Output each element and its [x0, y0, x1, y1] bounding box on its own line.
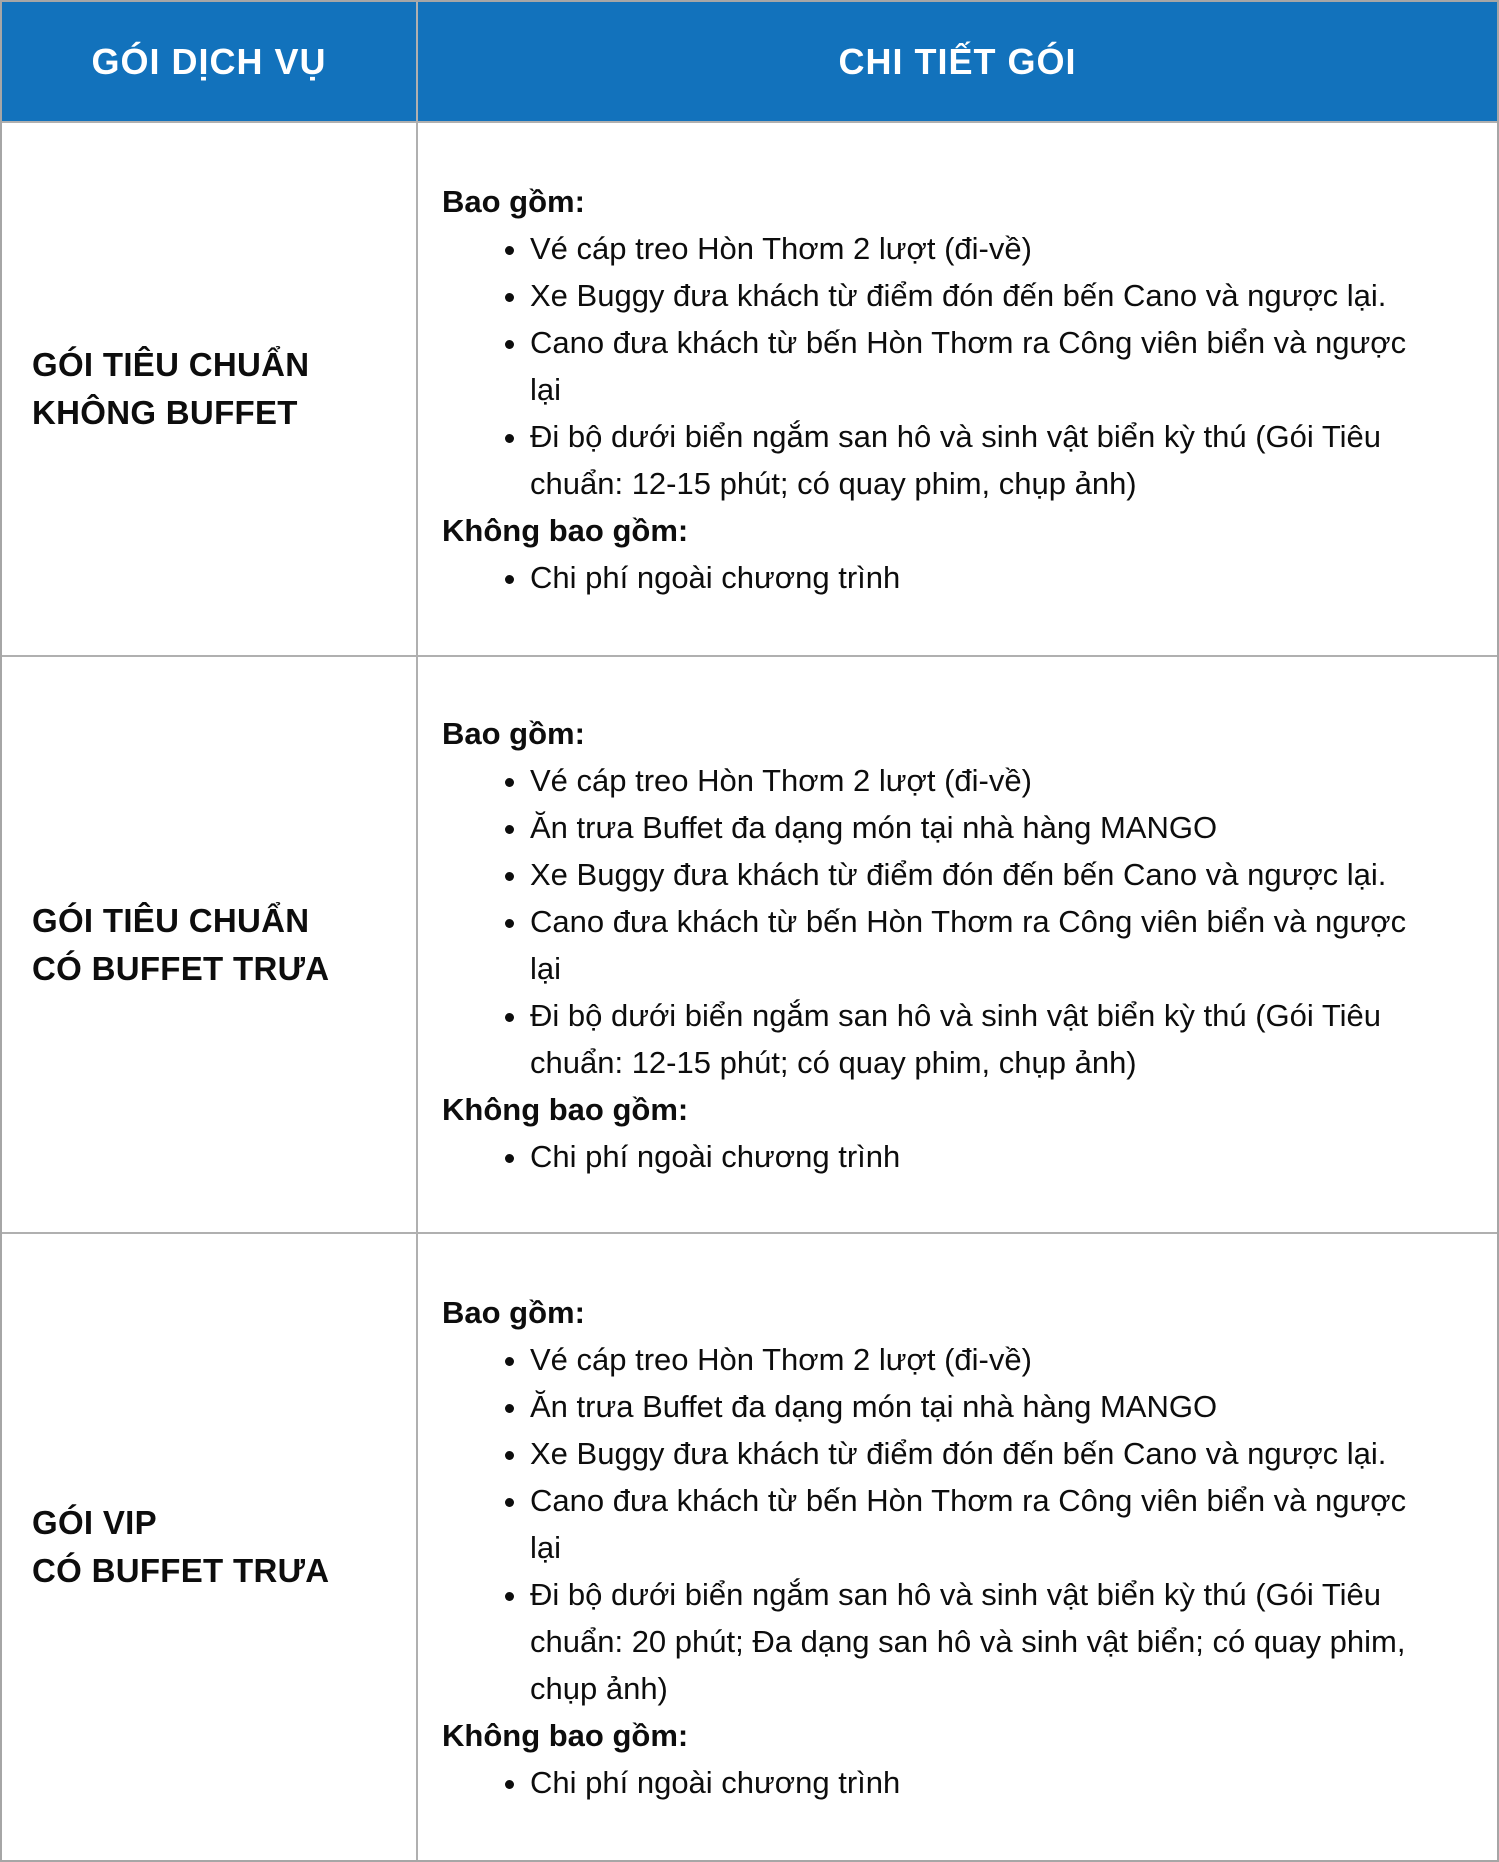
list-item: • Đi bộ dưới biển ngắm san hô và sinh vật biển kỳ thú (Gói Tiêu chuẩn: 12-15 phút; có quay phim, chụp ảnh) — [530, 992, 1430, 1086]
package-name-line: CÓ BUFFET TRƯA — [32, 1552, 330, 1589]
column-header-details: CHI TIẾT GÓI — [416, 2, 1497, 121]
package-name-cell-standard-buffet — [2, 655, 416, 1232]
package-name-line: GÓI VIP — [32, 1504, 157, 1541]
includes-list — [442, 1336, 1430, 1712]
package-details — [442, 178, 1430, 601]
list-item: • Cano đưa khách từ bến Hòn Thơm ra Công viên biển và ngược lại — [530, 319, 1430, 413]
list-item: • Chi phí ngoài chương trình — [530, 1759, 1430, 1806]
list-item: • Xe Buggy đưa khách từ điểm đón đến bến Cano và ngược lại. — [530, 1430, 1430, 1477]
package-details-cell-vip-buffet — [416, 1232, 1497, 1860]
list-item: • Cano đưa khách từ bến Hòn Thơm ra Công viên biển và ngược lại — [530, 1477, 1430, 1571]
list-item: • Ăn trưa Buffet đa dạng món tại nhà hàng MANGO — [530, 1383, 1430, 1430]
package-name-line: KHÔNG BUFFET — [32, 394, 298, 431]
package-name-line: GÓI TIÊU CHUẨN — [32, 901, 310, 939]
excludes-list — [442, 1133, 1430, 1180]
list-item: • Xe Buggy đưa khách từ điểm đón đến bến Cano và ngược lại. — [530, 851, 1430, 898]
excludes-heading: Không bao gồm: — [442, 512, 689, 548]
package-details — [442, 710, 1430, 1180]
package-details — [442, 1289, 1430, 1806]
excludes-list — [442, 1759, 1430, 1806]
includes-heading: Bao gồm: — [442, 183, 585, 219]
list-item: • Vé cáp treo Hòn Thơm 2 lượt (đi-về) — [530, 1336, 1430, 1383]
includes-list — [442, 225, 1430, 507]
column-header-package: GÓI DỊCH VỤ — [2, 2, 416, 121]
package-name-cell-vip-buffet — [2, 1232, 416, 1860]
excludes-heading: Không bao gồm: — [442, 1091, 689, 1127]
list-item: • Đi bộ dưới biển ngắm san hô và sinh vật biển kỳ thú (Gói Tiêu chuẩn: 20 phút; Đa dạng san hô và sinh vật biển; có quay phim, chụp ảnh) — [530, 1571, 1430, 1712]
package-name-cell-standard-no-buffet — [2, 121, 416, 655]
list-item: • Cano đưa khách từ bến Hòn Thơm ra Công viên biển và ngược lại — [530, 898, 1430, 992]
package-name — [32, 897, 329, 993]
list-item: • Vé cáp treo Hòn Thơm 2 lượt (đi-về) — [530, 757, 1430, 804]
excludes-list — [442, 554, 1430, 601]
list-item: • Ăn trưa Buffet đa dạng món tại nhà hàng MANGO — [530, 804, 1430, 851]
list-item: • Chi phí ngoài chương trình — [530, 554, 1430, 601]
package-name-line: CÓ BUFFET TRƯA — [32, 949, 330, 987]
package-details-cell-standard-no-buffet — [416, 121, 1497, 655]
excludes-heading: Không bao gồm: — [442, 1717, 689, 1753]
includes-heading: Bao gồm: — [442, 1294, 585, 1330]
list-item: • Xe Buggy đưa khách từ điểm đón đến bến Cano và ngược lại. — [530, 272, 1430, 319]
includes-list — [442, 757, 1430, 1086]
list-item: • Chi phí ngoài chương trình — [530, 1133, 1430, 1180]
package-name — [32, 341, 309, 437]
includes-heading: Bao gồm: — [442, 715, 585, 751]
package-details-cell-standard-buffet — [416, 655, 1497, 1232]
list-item: • Vé cáp treo Hòn Thơm 2 lượt (đi-về) — [530, 225, 1430, 272]
package-name — [32, 1499, 329, 1595]
list-item: • Đi bộ dưới biển ngắm san hô và sinh vật biển kỳ thú (Gói Tiêu chuẩn: 12-15 phút; có quay phim, chụp ảnh) — [530, 413, 1430, 507]
package-name-line: GÓI TIÊU CHUẨN — [32, 346, 310, 383]
